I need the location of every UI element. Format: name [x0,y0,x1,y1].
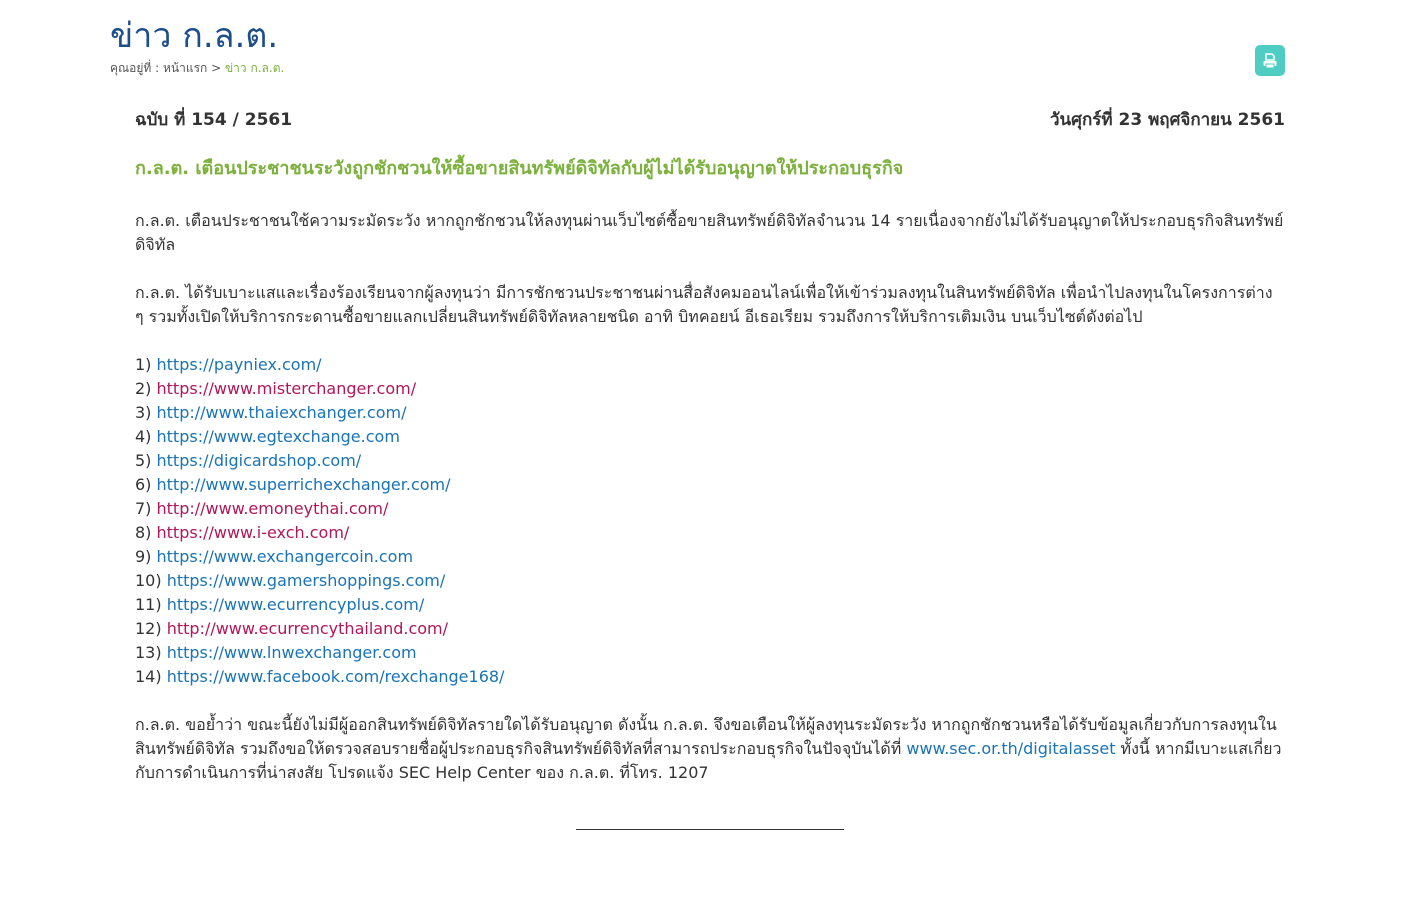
list-number: 11) [135,595,162,614]
article-paragraph-1: ก.ล.ต. เตือนประชาชนใช้ความระมัดระวัง หากถูกชักชวนให้ลงทุนผ่านเว็บไซต์ซื้อขายสินทรัพย์ดิจิทัลจำนวน 14 รายเนื่องจากยังไม่ได้รับอนุญาตให้ประกอบธุรกิจสินทรัพย์ดิจิทัล [135,211,1284,254]
list-number: 14) [135,667,162,686]
printer-icon [1262,53,1278,69]
article-body [135,209,1285,809]
footer-divider [576,829,844,830]
website-link[interactable]: http://www.thaiexchanger.com/ [156,403,407,422]
breadcrumb [110,60,284,76]
list-number: 7) [135,499,152,518]
list-item [135,425,1285,449]
list-item [135,641,1285,665]
list-number: 1) [135,355,152,374]
website-link[interactable]: http://www.emoneythai.com/ [156,499,389,518]
website-link[interactable]: https://www.facebook.com/rexchange168/ [166,667,505,686]
print-button[interactable] [1255,45,1285,76]
paragraph-3-text: ก.ล.ต. ขอย้ำว่า ขณะนี้ยังไม่มีผู้ออกสินทรัพย์ดิจิทัลรายใดได้รับอนุญาต ดังนั้น ก.ล.ต. จึงขอเตือนให้ผู้ลงทุนระมัดระวัง หากถูกชักชวนหรือได้รับข้อมูลเกี่ยวกับการลงทุนในสินทรัพย์ดิจิทัล รวมถึงขอให้ตรวจสอบรายชื่อผู้ประกอบธุรกิจสินทรัพย์ดิจิทัลที่สามารถประกอบธุรกิจในปัจจุบันได้ที่ [135,715,1277,758]
list-item [135,569,1285,593]
issue-number: ฉบับ ที่ 154 / 2561 [135,110,293,130]
website-link[interactable]: https://www.egtexchange.com [156,427,400,446]
digital-asset-link[interactable]: www.sec.or.th/digitalasset [906,739,1116,758]
list-number: 12) [135,619,162,638]
list-number: 3) [135,403,152,422]
website-link[interactable]: http://www.ecurrencythailand.com/ [166,619,449,638]
website-link[interactable]: https://www.misterchanger.com/ [156,379,417,398]
list-number: 8) [135,523,152,542]
list-number: 10) [135,571,162,590]
website-link[interactable]: https://www.lnwexchanger.com [166,643,417,662]
article-headline: ก.ล.ต. เตือนประชาชนระวังถูกชักชวนให้ซื้อขายสินทรัพย์ดิจิทัลกับผู้ไม่ได้รับอนุญาตให้ประกอบธุรกิจ [135,158,904,179]
list-number: 5) [135,451,152,470]
list-item [135,497,1285,521]
publish-date: วันศุกร์ที่ 23 พฤศจิกายน 2561 [1050,110,1285,130]
list-number: 6) [135,475,152,494]
list-number: 9) [135,547,152,566]
website-link[interactable]: https://www.i-exch.com/ [156,523,350,542]
list-number: 2) [135,379,152,398]
article-paragraph-3 [135,713,1285,785]
list-item [135,401,1285,425]
website-link[interactable]: http://www.superrichexchanger.com/ [156,475,451,494]
list-item [135,377,1285,401]
article-paragraph-2: ก.ล.ต. ได้รับเบาะแสและเรื่องร้องเรียนจากผู้ลงทุนว่า มีการชักชวนประชาชนผ่านสื่อสังคมออนไลน์เพื่อให้เข้าร่วมลงทุนในสินทรัพย์ดิจิทัล เพื่อนำไปลงทุนในโครงการต่าง ๆ รวมทั้งเปิดให้บริการกระดานซื้อขายแลกเปลี่ยนสินทรัพย์ดิจิทัลหลายชนิด อาทิ บิทคอยน์ อีเธอเรียม รวมถึงการให้บริการเติมเงิน บนเว็บไซต์ดังต่อไป [135,283,1273,326]
list-item [135,521,1285,545]
website-link[interactable]: https://www.exchangercoin.com [156,547,414,566]
list-item [135,473,1285,497]
list-item [135,617,1285,641]
breadcrumb-separator: > [207,61,225,75]
breadcrumb-current: ข่าว ก.ล.ต. [224,61,285,75]
paragraph-3-text-end: ทั้งนี้ หากมีเบาะแสเกี่ยวกับการดำเนินการที่น่าสงสัย โปรดแจ้ง SEC Help Center ของ ก.ล.ต. ที่โทร. 1207 [135,739,1282,782]
website-link[interactable]: https://www.ecurrencyplus.com/ [166,595,425,614]
list-item [135,593,1285,617]
website-link[interactable]: https://www.gamershoppings.com/ [166,571,446,590]
list-item [135,353,1285,377]
website-link[interactable]: https://payniex.com/ [156,355,322,374]
page-title: ข่าว ก.ล.ต. [110,16,279,56]
list-item [135,449,1285,473]
breadcrumb-home-link[interactable]: หน้าแรก [162,61,208,75]
list-number: 13) [135,643,162,662]
website-list [135,353,1285,689]
website-link[interactable]: https://digicardshop.com/ [156,451,362,470]
list-number: 4) [135,427,152,446]
list-item [135,665,1285,689]
breadcrumb-prefix: คุณอยู่ที่ : [110,61,163,75]
list-item [135,545,1285,569]
